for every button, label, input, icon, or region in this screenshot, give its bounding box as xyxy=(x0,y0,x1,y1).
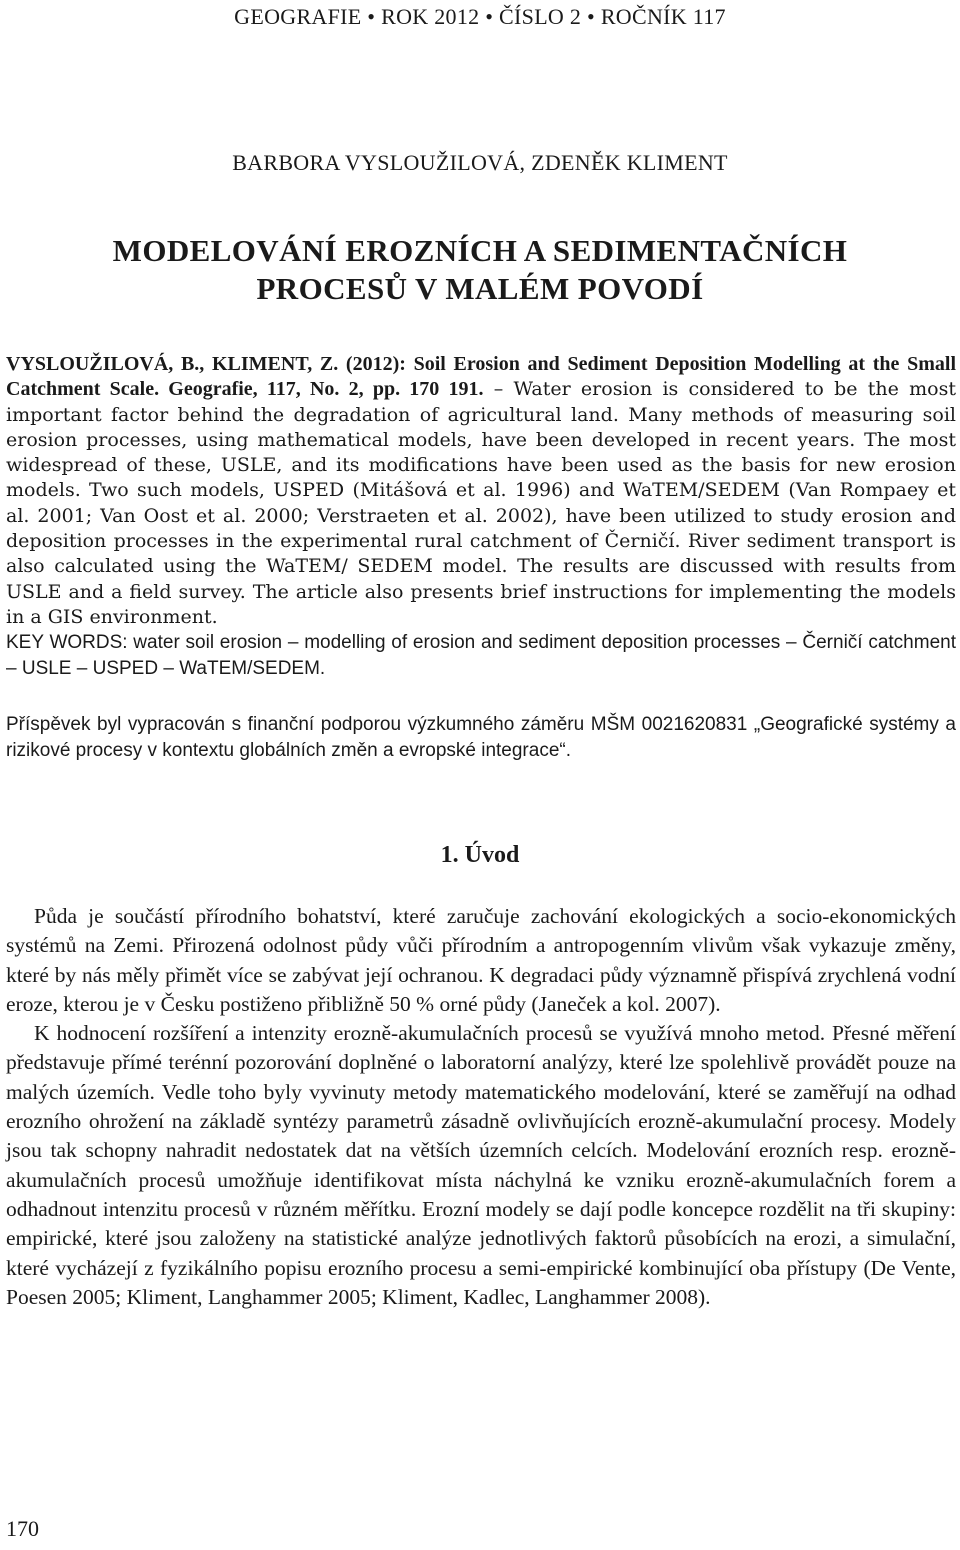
body-paragraph-2: K hodnocení rozšíření a intenzity erozně-akumulačních procesů se využívá mnoho metod. Přesné měření představuje přímé terénní pozorování doplněné o laboratorní analýzy, které lze spolehlivě provádět pouze na malých územích. Vedle toho byly vyvinuty metody matematického modelování, které se zaměřují na odhad erozního ohrožení na základě syntézy parametrů zásadně ovlivňujících erozně-akumulační procesy. Modely jsou tak schopny nahradit nedostatek dat na větších územních celcích. Modelování erozních resp. erozně-akumulačních procesů umožňuje identifikovat místa náchylná ke vzniku erozně-akumulačních forem a odhadnout intenzitu procesů v různém měřítku. Erozní modely se dají podle koncepce rozdělit na tři skupiny: empirické, které jsou založeny na statistické analýze jednotlivých faktorů působících na erozi, a simulační, které vycházejí z fyzikálního popisu erozního procesu a semi-empirické kombinující oba přístupy (De Vente, Poesen 2005; Kliment, Langhammer 2005; Kliment, Kadlec, Langhammer 2008). xyxy=(6,1021,956,1309)
section-body xyxy=(6,902,956,1312)
article-authors: BARBORA VYSLOUŽILOVÁ, ZDENĚK KLIMENT xyxy=(232,150,728,175)
article-title xyxy=(0,232,960,308)
keywords-list: water soil erosion – modelling of erosion and sediment deposition processes – Černičí catchment – USLE – USPED – WaTEM/SEDEM. xyxy=(6,632,956,679)
article-title-line-2: PROCESŮ V MALÉM POVODÍ xyxy=(256,271,704,306)
page-number: 170 xyxy=(6,1516,39,1541)
article-title-line-1: MODELOVÁNÍ EROZNÍCH A SEDIMENTAČNÍCH xyxy=(112,233,848,268)
running-header: GEOGRAFIE • ROK 2012 • ČÍSLO 2 • ROČNÍK 117 xyxy=(234,4,726,29)
body-paragraph-1: Půda je součástí přírodního bohatství, které zaručuje zachování ekologických a socio-ekonomických systémů na Zemi. Přirozená odolnost půdy vůči přírodním a antropogenním vlivům však vykazuje změny, které by nás měly přimět více se zabývat její ochranou. K degradaci půdy významně přispívá zrychlená vodní eroze, kterou je v Česku postiženo přibližně 50 % orné půdy (Janeček a kol. 2007). xyxy=(6,904,956,1016)
funding-note: Příspěvek byl vypracován s finanční podporou výzkumného záměru MŠM 0021620831 „Geografické systémy a rizikové procesy v kontextu globálních změn a evropské integrace“. xyxy=(6,714,956,761)
keywords-label: KEY WORDS: xyxy=(6,632,128,654)
section-heading: 1. Úvod xyxy=(440,842,520,868)
abstract-citation: VYSLOUŽILOVÁ, B., KLIMENT, Z. (2012): Soil Erosion and Sediment Deposition Modelling at the Small Catchment Scale. Geografie, 117, No. 2, pp. 170 191. xyxy=(6,353,956,401)
abstract-text: – Water erosion is considered to be the most important factor behind the degradation of agricultural land. Many methods of measuring soil erosion processes, using mathematical models, have been developed in recent years. The most widespread of these, USLE, and its modifications have been used as the basis for new erosion models. Two such models, USPED (Mitášová et al. 1996) and WaTEM/SEDEM (Van Rompaey et al. 2001; Van Oost et al. 2000; Verstraeten et al. 2002), have been utilized to study erosion and deposition processes in the experimental rural catchment of Černičí. River sediment transport is also calculated using the WaTEM/ SEDEM model. The results are discussed with results from USLE and a field survey. The article also presents brief instructions for implementing the models in a GIS environment. xyxy=(6,378,956,628)
abstract xyxy=(6,352,956,681)
